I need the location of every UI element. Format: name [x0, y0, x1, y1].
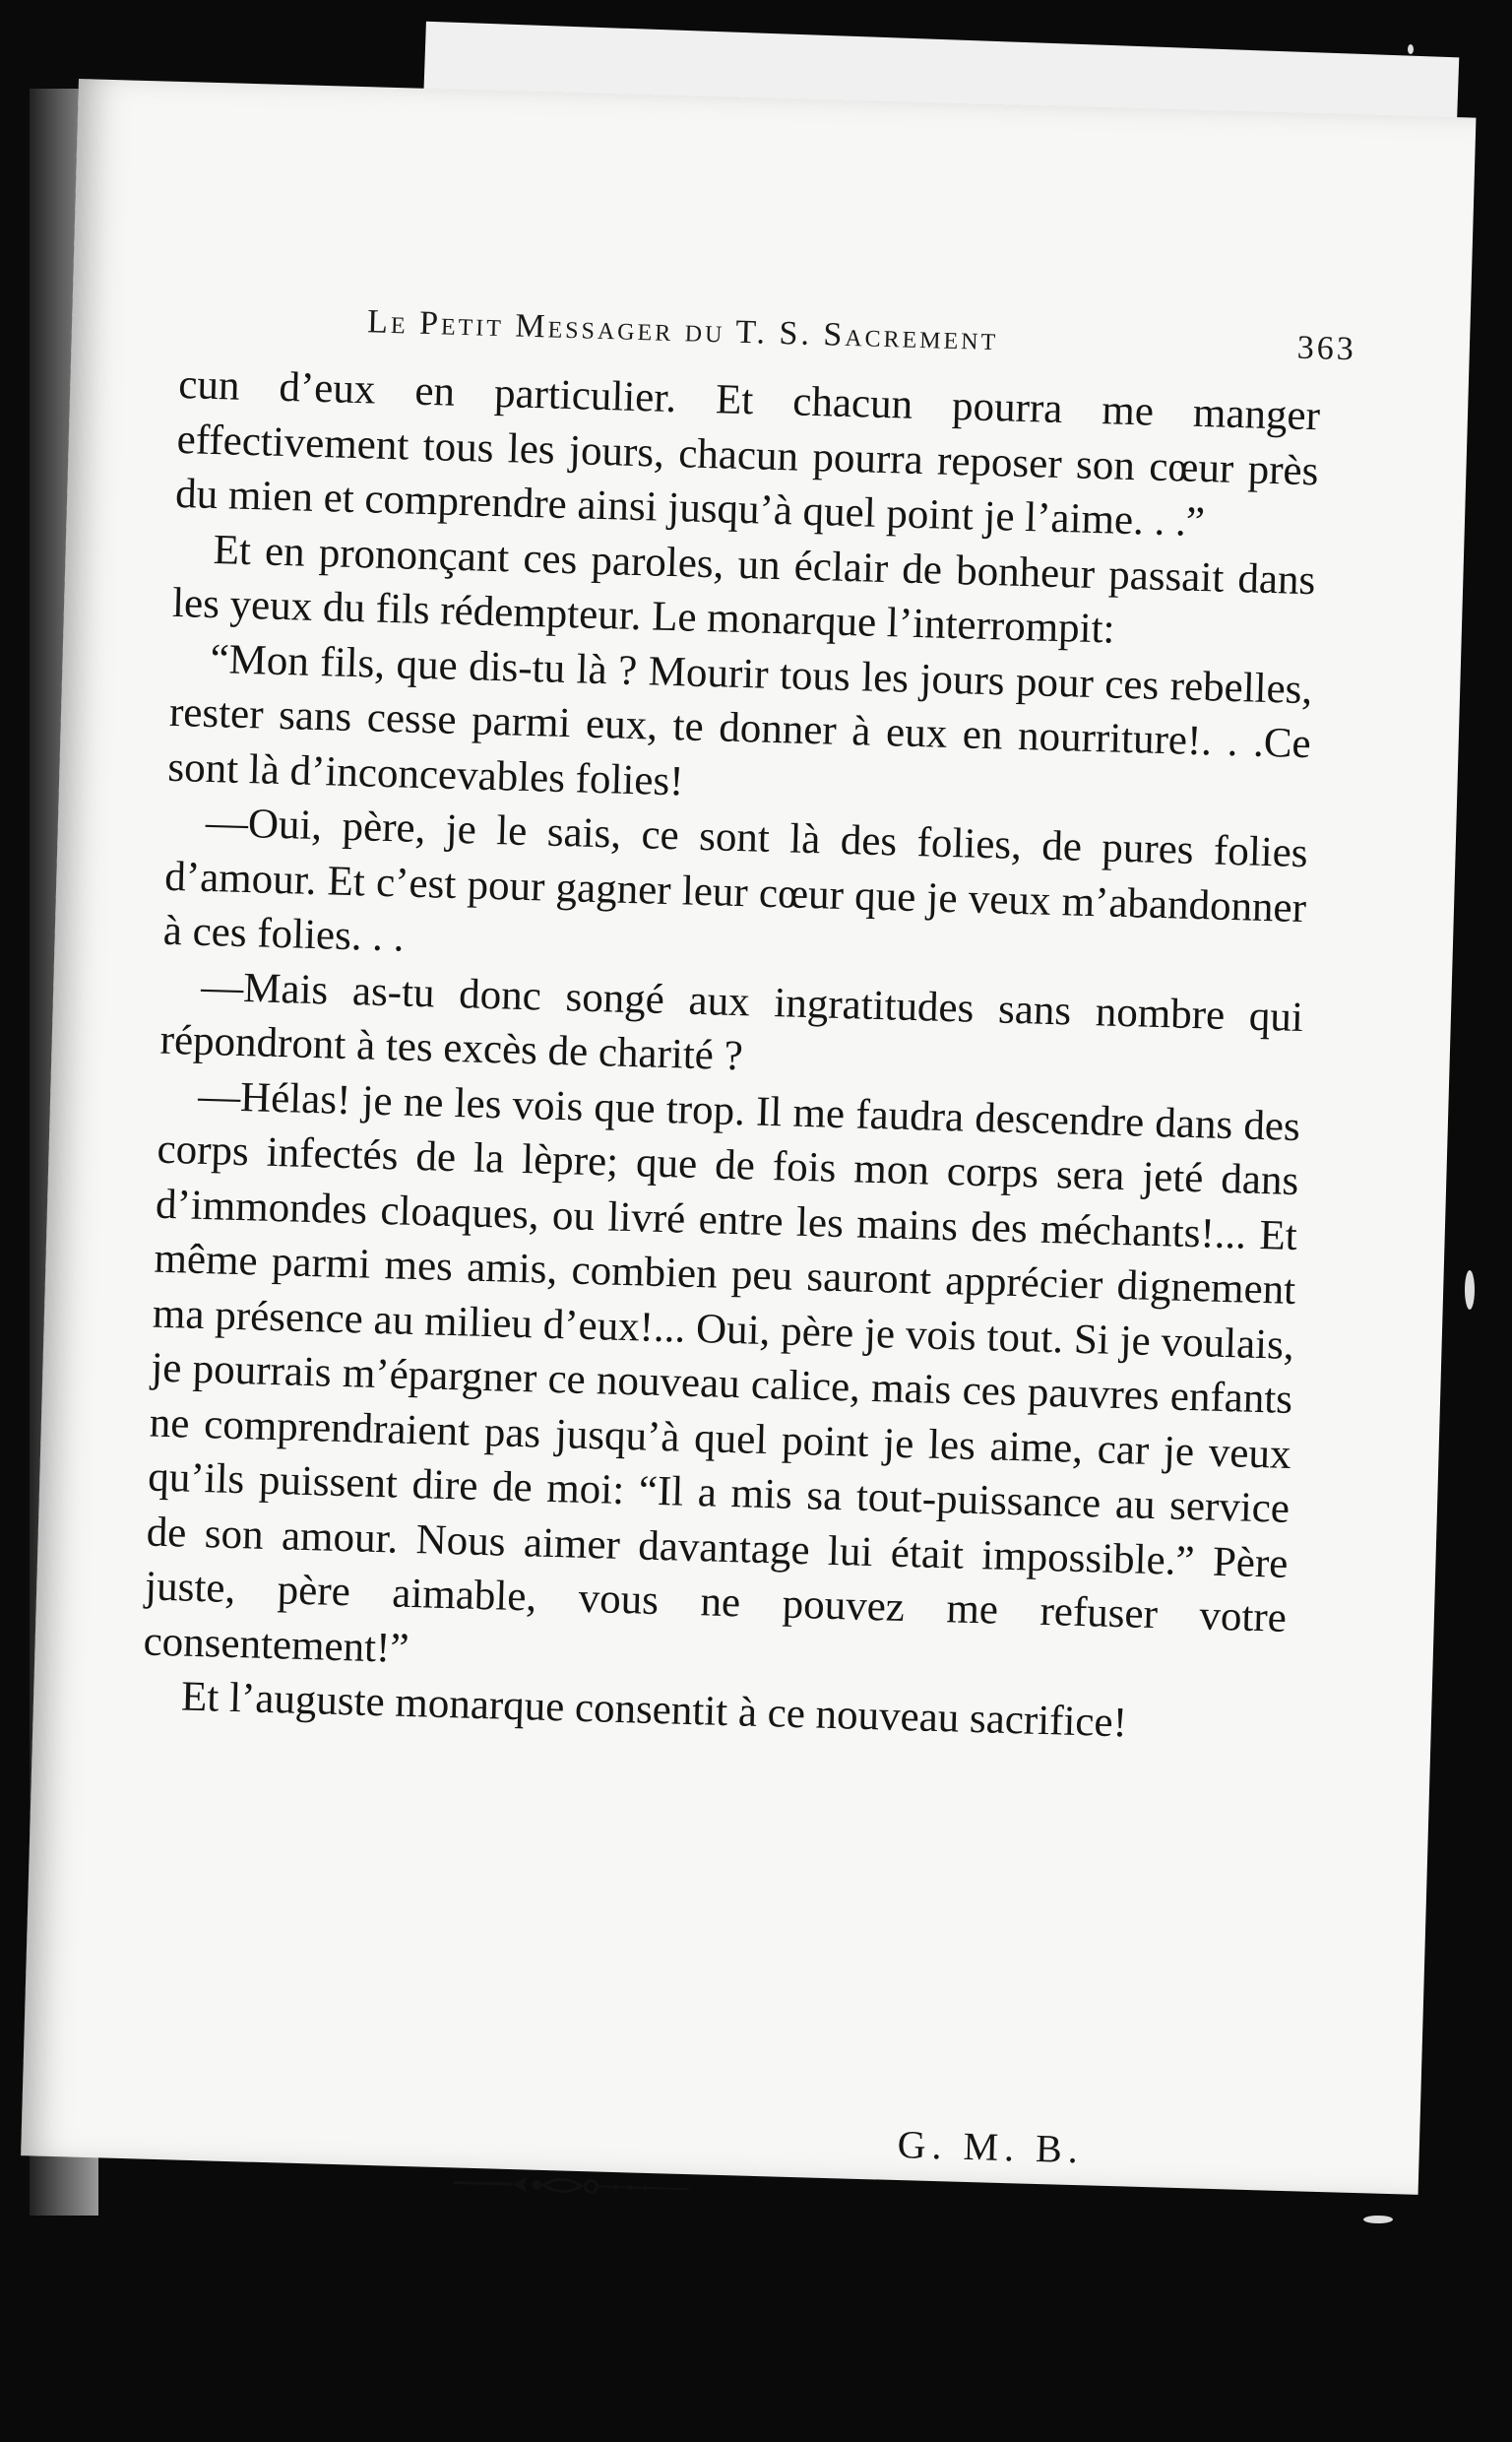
scan-speck — [1465, 1270, 1475, 1310]
book-page — [21, 79, 1476, 2195]
paragraph: Et en prononçant ces paroles, un éclair de bonheur passait dans les yeux du fils rédempteur. Le monarque l’interrompit: — [171, 526, 1316, 653]
paragraph: —Hélas! je ne les vois que trop. Il me faudra descendre dans des corps infectés de la lèpre; que de fois mon corps sera jeté dans d’immondes cloaques, ou livré entre les mains des méchants!... Et même parmi mes amis, combien peu sauront apprécier dignement ma présence au milieu d’eux!... Oui, père je vois tout. Si je voulais, je pourrais m’épargner ce nouveau calice, mais ces pauvres enfants ne comprendraient pas jusqu’à quel point je les aime, car je veux qu’ils puissent dire de moi: “Il a mis sa tout-puissance au service de son amour. Nous aimer davantage lui était impossible.” Père juste, père aimable, vous ne pouvez me refuser votre consentement!” — [143, 1072, 1301, 1672]
scan-speck — [1363, 2216, 1393, 2223]
author-signature: G. M. B. — [897, 2122, 1085, 2172]
body-text — [141, 357, 1320, 1755]
page-number: 363 — [1296, 329, 1357, 368]
running-title: Le Petit Messager du T. S. Sacrement — [366, 303, 999, 358]
running-header — [366, 303, 1357, 368]
paragraph: —Oui, père, je le sais, ce sont là des folies, de pures folies d’amour. Et c’est pour gagner leur cœur que je veux m’abandonner à ces folies. . . — [162, 799, 1309, 961]
scan-speck — [1408, 44, 1414, 54]
paragraph: “Mon fils, que dis-tu là ? Mourir tous les jours pour ces rebelles, rester sans cesse parmi eux, te donner à eux en nourriture!. . .Ce sont là d’inconcevables folies! — [166, 635, 1313, 804]
fleuron-ornament-icon — [453, 2167, 690, 2204]
paragraph: —Mais as-tu donc songé aux ingratitudes sans nombre qui répondront à tes excès de charité ? — [159, 963, 1304, 1080]
paragraph: cun d’eux en particulier. Et chacun pourra me manger effectivement tous les jours, chacun pourra reposer son cœur près du mien et comprendre ainsi jusqu’à quel point je l’aime. . .” — [174, 360, 1321, 546]
paragraph: Et l’auguste monarque consentit à ce nouveau sacrifice! — [180, 1673, 1128, 1747]
